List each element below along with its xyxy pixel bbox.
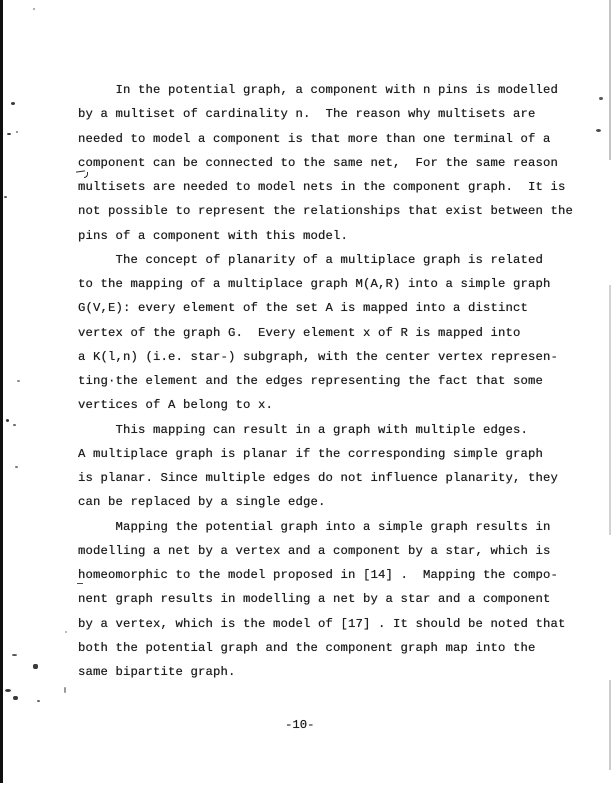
text-line: A multiplace graph is planar if the corresponding simple graph — [78, 446, 543, 461]
text-line: by a vertex, which is the model of [17] . It should be noted that — [78, 616, 566, 631]
text-line: In the potential graph, a component with n pins is modelled — [78, 83, 558, 97]
scan-speck — [15, 466, 18, 468]
scan-speck — [37, 700, 40, 702]
scan-speck — [5, 689, 11, 692]
text-line: This mapping can result in a graph with multiple edges. — [78, 422, 528, 437]
text-line: Mapping the potential graph into a simple graph results in — [78, 519, 551, 534]
text-line: nent graph results in modelling a net by a star and a component — [78, 592, 551, 607]
page-number: -10- — [285, 718, 315, 732]
text-line: ting·the element and the edges representing the fact that some — [78, 374, 543, 388]
scan-speck — [13, 424, 16, 426]
text-line: same bipartite graph. — [78, 665, 236, 679]
text-line: needed to model a component is that more than one terminal of a — [78, 131, 551, 146]
text-line: a K(l,n) (i.e. star-) subgraph, with the center vertex represen- — [78, 349, 558, 364]
scan-speck — [33, 664, 38, 669]
scan-edge-right-line — [609, 680, 611, 770]
scan-speck — [4, 196, 7, 198]
page-text — [78, 78, 588, 684]
text-line: to the mapping of a multiplace graph M(A,R) into a simple graph — [78, 277, 551, 291]
scan-speck — [33, 8, 35, 10]
text-line: multisets are needed to model nets in the component graph. It is — [78, 180, 566, 194]
scan-speck — [13, 696, 18, 700]
text-line: not possible to represent the relationships that exist between the — [78, 204, 573, 219]
scan-speck — [12, 654, 17, 656]
text-line: by a multiset of cardinality n. The reason why multisets are — [78, 107, 536, 122]
text-line: vertex of the graph G. Every element x of R is mapped into — [78, 325, 521, 340]
text-line: G(V,E): every element of the set A is mapped into a distinct — [78, 301, 528, 316]
scan-speck — [599, 97, 603, 100]
scan-speck — [7, 133, 11, 135]
scan-edge-left-bar — [0, 0, 3, 783]
scan-underline-mark — [77, 583, 83, 584]
text-line: can be replaced by a single edge. — [78, 495, 326, 510]
text-line: pins of a component with this model. — [78, 228, 348, 243]
scan-speck — [64, 687, 66, 693]
scan-speck — [11, 102, 15, 105]
scan-edge-right-line — [609, 0, 611, 160]
scan-edge-right-line — [609, 285, 611, 535]
text-line: component can be connected to the same net, For the same reason — [78, 155, 558, 170]
text-line: homeomorphic to the model proposed in [14] . Mapping the compo- — [78, 568, 558, 582]
text-line: is planar. Since multiple edges do not influence planarity, they — [78, 471, 558, 485]
text-line: both the potential graph and the component graph map into the — [78, 640, 536, 655]
text-line: The concept of planarity of a multiplace graph is related — [78, 252, 543, 267]
scan-speck — [6, 419, 9, 422]
scan-speck — [596, 129, 601, 132]
scan-speck — [65, 631, 67, 633]
text-line: vertices of A belong to x. — [78, 398, 273, 413]
scan-speck — [17, 380, 20, 382]
scan-speck — [16, 131, 18, 133]
text-line: modelling a net by a vertex and a component by a star, which is — [78, 543, 551, 558]
